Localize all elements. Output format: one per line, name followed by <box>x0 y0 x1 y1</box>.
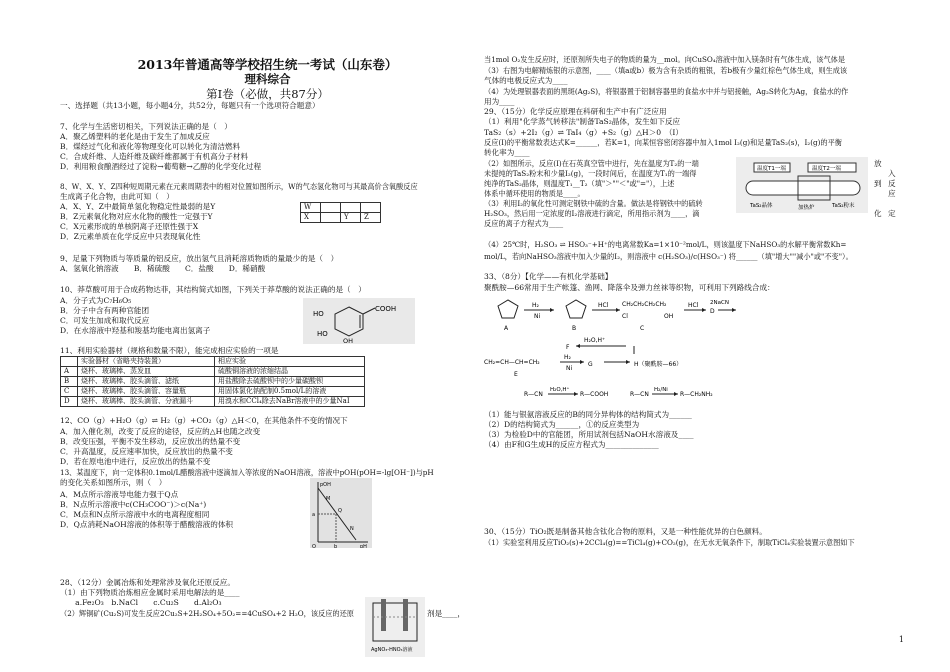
struct-oh-1: HO <box>313 310 324 318</box>
grid-cell <box>321 203 341 213</box>
tube-mid: 加热炉 <box>798 205 815 211</box>
struct-cooh: COOH <box>375 305 397 313</box>
q12-stem: 12、CO（g）+H₂O（g）⇌ H₂（g）+CO₂（g）△H＜0，在其他条件不变的情况下 <box>60 416 348 425</box>
scheme-label-a: A <box>504 325 509 332</box>
q33-stem: 33、（8分）【化学——有机化学基础】 <box>484 272 613 281</box>
scheme-label-c: Cl <box>622 313 628 320</box>
q29-part-1-b: 反应(Ⅰ)的平衡常数表达式K=______，若K=1，向某恒容密闭容器中加入1mol I₂(g)和足量TaS₂(s)，I₂(g)的平衡 <box>484 138 842 147</box>
table-cell: 烧杯、玻璃棒、胶头滴管、容量瓶 <box>78 387 215 397</box>
grid-cell-y: Y <box>341 213 361 223</box>
synthesis-scheme <box>484 296 744 408</box>
q29-part-2-d: 体系中循环使用的物质是____。 <box>484 189 585 198</box>
section-title: 第Ⅰ卷（必做，共87分） <box>206 87 329 101</box>
q28-stem: 28、（12分）金属冶炼和处理常涉及氧化还原反应。 <box>60 578 235 587</box>
scheme-label-cc: C <box>640 325 645 332</box>
grid-cell-w: W <box>301 203 321 213</box>
q33-part-4: （4）由F和G生成H的反应方程式为______________ <box>484 440 659 449</box>
q29-part-1: （1）利用"化学蒸气转移法"制备TaS₂晶体，发生如下反应 <box>484 117 681 126</box>
q29-part-2: （2）如图所示，反应(Ⅰ)在石英真空管中进行，先在温度为T₂的一端 <box>484 159 699 168</box>
table-cell: 硫酸铜溶液的浓缩结晶 <box>215 367 365 377</box>
scheme-label-oh: OH <box>664 313 674 320</box>
table-header: 实验器材（省略夹持装置） <box>78 357 215 367</box>
q28-part-2: （2）辉铜矿(Cu₂S)可发生反应2Cu₂S+2H₂SO₄+5O₂==4CuSO₄+2 H₂O，该反应的还原 <box>60 609 354 618</box>
table-cell: A <box>61 367 78 377</box>
graph-origin: O <box>312 544 316 548</box>
q29-equation: TaS₂（s）+2I₂（g）⇌ TaI₄（g）+S₂（g）△H＞0 （Ⅰ） <box>484 128 684 137</box>
electrolysis-label: AgNO₃-HNO₃溶液 <box>371 647 413 653</box>
table-cell: 烧杯、玻璃棒、胶头滴管、滤纸 <box>78 377 215 387</box>
table-row <box>61 397 365 407</box>
q29-part-2-b: 未提纯的TaS₂粉末和少量I₂(g)，一段时间后，在温度为T₁的一端得 <box>484 169 697 178</box>
table-row <box>61 377 365 387</box>
grid-cell-z: Z <box>361 213 381 223</box>
q28-continued-1: 当1mol O₂发生反应时，还原剂所失电子的物质的量为__mol。向CuSO₄溶液中加入镁条时有气体生成，该气体是 <box>484 55 846 64</box>
q33-stem-2: 聚酰胺—66常用于生产帐篷、渔网、降落伞及弹力丝袜等织物，可利用下列路线合成： <box>484 283 775 292</box>
q29-stem: 29、（15分）化学反应原理在科研和生产中有广泛应用 <box>484 107 667 116</box>
known-r1: R—CN <box>524 391 543 398</box>
q11-stem: 11、利用实验器材（规格和数量不限），能完成相应实验的一项是 <box>60 346 279 355</box>
q28-part-3-tail: 气体的电极反应式为____ <box>484 76 568 85</box>
q10-option-b: B．分子中含有两种官能团 <box>60 306 150 315</box>
q29-side-1: 放 <box>874 159 882 168</box>
exam-subtitle: 理科综合 <box>244 72 291 86</box>
electrolysis-figure <box>365 597 425 657</box>
q13-option-c: C．M点和N点所示溶液中水的电离程度相同 <box>60 510 210 519</box>
q29-side-5: 应 <box>888 189 896 198</box>
q28-part-3: （3）右图为电解精炼银的示意图，____（填a或b）极为含有杂质的粗银，若b极有少量红棕色气体生成，则生成该 <box>484 66 848 75</box>
q29-side-7: 定 <box>888 209 896 218</box>
q10-option-a: A．分子式为C₇H₆O₅ <box>60 296 132 305</box>
table-row <box>61 367 365 377</box>
known-r2-reagent: H₂/Ni <box>654 387 668 393</box>
q8-option-d: D．Z元素单质在化学反应中只表现氧化性 <box>60 232 201 241</box>
q7-option-d: D．利用粮食酿酒经过了淀粉→葡萄糖→乙醇的化学变化过程 <box>60 162 262 171</box>
table-cell: C <box>61 387 78 397</box>
q8-stem: 8、W、X、Y、Z四种短周期元素在元素周期表中的相对位置如图所示，W的气态氢化物可与其最高价含氧酸反应 <box>60 182 418 191</box>
scheme-r3b: Ni <box>566 365 573 372</box>
q9-stem: 9、足量下列物质与等质量的铝反应，放出氢气且消耗溶质物质的量最少的是（ ） <box>60 254 339 263</box>
instructions: 一、选择题（共13小题，每小题4分，共52分，每题只有一个选项符合题意） <box>60 101 320 110</box>
q8-option-a: A．X、Y、Z中最简单氢化物稳定性最弱的是Y <box>60 202 216 211</box>
scheme-label-f: F <box>566 344 570 351</box>
graph-label-a: a <box>312 512 316 518</box>
page-number: 1 <box>898 635 904 644</box>
tube-temp1: 温度T1一端 <box>757 166 786 172</box>
q29-side-4: 反 <box>888 179 896 188</box>
table-cell: B <box>61 377 78 387</box>
scheme-label-g: G <box>588 361 593 368</box>
q13-option-a: A．M点所示溶液导电能力强于Q点 <box>60 490 179 499</box>
scheme-label-e: CH₂=CH—CH=CH₂ <box>484 359 540 366</box>
scheme-label-dd: D <box>710 308 715 315</box>
periodic-grid <box>300 202 381 223</box>
table-header <box>61 357 78 367</box>
grid-cell-x: X <box>301 213 321 223</box>
graph-y-axis: pOH <box>320 482 331 488</box>
table-header-row <box>61 357 365 367</box>
q12-option-c: C．升高温度，反应速率加快，反应放出的热量不变 <box>60 447 233 456</box>
known-r2: R—CN <box>630 391 649 398</box>
grid-cell <box>321 213 341 223</box>
q29-side-2: 入 <box>888 169 896 178</box>
q28-part-1-options: a.Fe₂O₃ b.NaCl c.Cu₂S d.Al₂O₃ <box>60 598 222 607</box>
q30-part-1: （1）实验室利用反应TiO₂(s)+2CCl₄(g)==TiCl₄(g)+CO₂(g)，在无水无氧条件下，制取TiCl₄实验装置示意图如下 <box>484 538 855 547</box>
scheme-r3: H₂ <box>564 354 571 361</box>
graph-point-m: M <box>326 496 331 502</box>
q28-part-4-tail: 用为____ <box>484 97 515 106</box>
q33-part-2: （2）D的结构简式为______，①的反应类型为 <box>484 420 640 429</box>
table-header: 相应实验 <box>215 357 365 367</box>
q7-option-b: B．煤经过气化和液化等物理变化可以转化为清洁燃料 <box>60 142 241 151</box>
q29-side-6: 化 <box>874 209 882 218</box>
q28-part-2-tail: 剂是____， <box>427 609 465 618</box>
q12-option-b: B．改变压强，平衡不发生移动，反应放出的热量不变 <box>60 437 241 446</box>
q7-option-c: C．合成纤维、人造纤维及碳纤维都属于有机高分子材料 <box>60 152 249 161</box>
grid-cell <box>341 203 361 213</box>
struct-oh-3: OH <box>343 337 354 344</box>
q10-option-d: D．在水溶液中羟基和羧基均能电离出氢离子 <box>60 326 211 335</box>
q33-part-1: （1）能与银氨溶液反应的B的同分异构体的结构简式为______ <box>484 410 692 419</box>
q29-part-4: （4）25℃时，H₂SO₃ ⇌ HSO₃⁻+H⁺的电离常数Ka=1×10⁻²mol/L，则该温度下NaHSO₃的水解平衡常数Kh= <box>484 240 847 249</box>
q13-option-d: D．Q点消耗NaOH溶液的体积等于醋酸溶液的体积 <box>60 520 234 529</box>
table-cell: 烧杯、玻璃棒、蒸发皿 <box>78 367 215 377</box>
q29-side-3: 到 <box>874 179 882 188</box>
graph-x-axis: pH <box>360 544 367 548</box>
scheme-r4: HCl <box>688 302 699 309</box>
q8-stem-2: 生成离子化合物，由此可知（ ） <box>60 192 174 201</box>
table-cell: 用固体氯化钠配制0.5mol/L的溶液 <box>215 387 365 397</box>
q33-part-3: （3）为检验D中的官能团，所用试剂包括NaOH水溶液及____ <box>484 430 694 439</box>
known-r1-reagent: H₂O,H⁺ <box>550 387 570 393</box>
ph-poh-graph <box>310 478 372 548</box>
known-r1-product: R—COOH <box>580 391 609 398</box>
q29-part-1-c: 转化率为____ <box>484 148 530 157</box>
q28-part-1: （1）由下列物质冶炼相应金属时采用电解法的是____ <box>60 588 240 597</box>
scheme-label-d: CH₂CH₂CH₂CH₂ <box>622 301 667 308</box>
scheme-label-b: B <box>572 325 577 332</box>
scheme-label-h: H（聚酰胺—66） <box>634 361 683 368</box>
tube-temp2: 温度T2一端 <box>812 166 841 172</box>
q12-option-d: D．若在原电池中进行，反应放出的热量不变 <box>60 457 211 466</box>
q7-option-a: A．聚乙烯塑料的老化是由于发生了加成反应 <box>60 132 210 141</box>
tube-left: TaS₂晶体 <box>750 203 773 209</box>
scheme-r5: 2NaCN <box>710 300 729 306</box>
q29-part-3-b: H₂SO₃，然后用一定浓度的I₂溶液进行滴定，所用指示剂为____，滴 <box>484 209 700 218</box>
table-cell: 烧杯、玻璃棒、胶头滴管、分液漏斗 <box>78 397 215 407</box>
graph-label-b: b <box>334 544 338 548</box>
q13-stem: 13、某温度下，向一定体积0.1mol/L醋酸溶液中逐滴加入等浓度的NaOH溶液，溶液中pOH(pOH=-lg[OH⁻])与pH <box>60 468 434 477</box>
q12-option-a: A．加入催化剂，改变了反应的途径，反应的△H也随之改变 <box>60 427 261 436</box>
shikimic-acid-structure <box>303 298 415 344</box>
q8-option-c: C．X元素形成的单核阴离子还原性强于X <box>60 222 199 231</box>
q30-stem: 30、（15分）TiO₂既是制备其他含钛化合物的原料，又是一种性能优异的白色颜料。 <box>484 527 767 536</box>
scheme-r2: HCl <box>598 302 609 309</box>
known-r2-product: R—CH₂NH₂ <box>680 391 713 398</box>
q8-option-b: B．Z元素氧化物对应水化物的酸性一定强于Y <box>60 212 213 221</box>
exam-title: 2013年普通高等学校招生统一考试（山东卷） <box>137 57 398 72</box>
scheme-hplus: H₂O,H⁺ <box>584 337 606 344</box>
q29-part-3: （3）利用I₂的氧化性可测定钢铁中硫的含量。做法是将钢铁中的硫转 <box>484 199 703 208</box>
q13-stem-2: 的变化关系如图所示，则（ ） <box>60 478 167 487</box>
scheme-r1: H₂ <box>532 302 539 309</box>
q7-stem: 7、化学与生活密切相关，下列说法正确的是（ ） <box>60 122 232 131</box>
table-cell: D <box>61 397 78 407</box>
scheme-r1b: Ni <box>534 313 541 320</box>
table-row <box>61 387 365 397</box>
scheme-label-ee: E <box>514 371 518 378</box>
q13-option-b: B．N点所示溶液中c(CH₃COO⁻)＞c(Na⁺) <box>60 500 207 509</box>
struct-oh-2: HO <box>317 330 328 338</box>
table-cell: 用盐酸除去硫酸钡中的少量碳酸钡 <box>215 377 365 387</box>
q10-stem: 10、莽草酸可用于合成药物达菲，其结构简式如图，下列关于莽草酸的说法正确的是（ ） <box>60 285 366 294</box>
grid-cell <box>361 203 381 213</box>
q28-part-4: （4）为处理银器表面的黑斑(Ag₂S)，将银器置于铝制容器里的食盐水中并与铝接触，Ag₂S转化为Ag，食盐水的作 <box>484 87 849 96</box>
quartz-tube-figure <box>736 157 868 213</box>
table-cell: 用溴水和CCl₄除去NaBr溶液中的少量NaI <box>215 397 365 407</box>
q29-part-2-c: 纯净的TaS₂晶体，则温度T₁__T₂（填"＞""＜"或"="），上述 <box>484 179 675 188</box>
graph-point-n: N <box>350 526 354 532</box>
graph-point-q: Q <box>338 508 342 514</box>
q10-option-c: C．可发生加成和取代反应 <box>60 316 150 325</box>
q29-part-4-b: mol/L，若向NaHSO₃溶液中加入少量的I₂，则溶液中 c(H₂SO₃)/c(HSO₃⁻) 将______（填"增大""减小"或"不变"）。 <box>484 252 853 261</box>
tube-right: TaS₂粉末 <box>832 203 855 209</box>
q9-options: A．氢氧化钠溶液 B．稀硫酸 C．盐酸 D．稀硝酸 <box>60 264 266 273</box>
q11-table <box>60 356 365 407</box>
q29-part-3-c: 反应的离子方程式为____ <box>484 219 564 228</box>
